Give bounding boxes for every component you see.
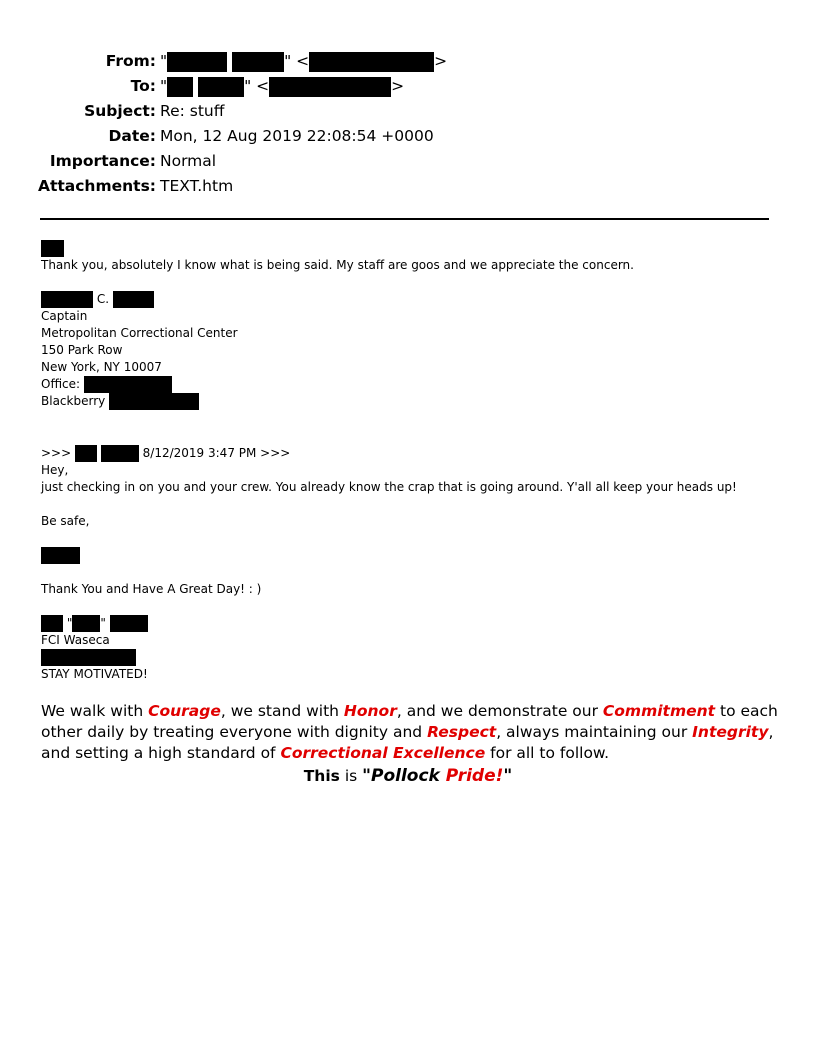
quoted-sig-name	[41, 615, 737, 632]
greeting-redacted	[41, 240, 634, 257]
quote-mark: "	[160, 77, 168, 95]
from-label: From:	[105, 52, 156, 70]
subject-value: Re: stuff	[160, 102, 225, 120]
subject-row	[0, 99, 816, 124]
importance-row	[0, 149, 816, 174]
redaction-bar	[167, 52, 227, 72]
pollock-pride-tagline	[0, 766, 816, 787]
quoted-message	[41, 445, 737, 683]
quoted-motivated: STAY MOTIVATED!	[41, 667, 148, 681]
redaction-bar	[167, 77, 193, 97]
signature-street: 150 Park Row	[41, 343, 123, 357]
blackberry-label: Blackberry	[41, 394, 106, 408]
quoted-timestamp: 8/12/2019 3:47 PM >>>	[142, 446, 291, 460]
date-row	[0, 124, 816, 149]
angle-close: >	[434, 52, 448, 70]
signature-name	[41, 291, 634, 308]
redaction-bar	[309, 52, 434, 72]
keyword-courage: Courage	[148, 702, 221, 720]
redaction-bar	[232, 52, 284, 72]
tagline-pride: Pride!	[445, 766, 504, 786]
quoted-sender-redacted	[41, 547, 737, 564]
signature-blackberry	[41, 393, 634, 410]
redaction-bar	[109, 393, 199, 410]
redaction-bar	[84, 376, 172, 393]
redaction-bar	[41, 615, 63, 632]
motto-text: , and setting a high standard of	[41, 723, 774, 762]
to-row	[0, 74, 816, 99]
redaction-bar	[41, 649, 136, 666]
office-label: Office:	[41, 377, 81, 391]
redaction-bar	[41, 291, 93, 308]
subject-label: Subject:	[84, 102, 156, 120]
attachments-label: Attachments:	[37, 177, 156, 195]
motto-text: to each other daily by treating everyone with dignity and	[41, 702, 778, 741]
redaction-bar	[198, 77, 244, 97]
quote-mark: "	[66, 616, 73, 630]
quoted-facility: FCI Waseca	[41, 633, 110, 647]
quoted-text: just checking in on you and your crew. You already know the crap that is going around. Y'all all keep your heads up!	[41, 480, 737, 494]
signature-org: Metropolitan Correctional Center	[41, 326, 238, 340]
attachments-row	[0, 174, 816, 199]
redaction-bar	[41, 240, 64, 257]
quoted-header	[41, 445, 737, 462]
redaction-bar	[101, 445, 139, 462]
tagline-is: is	[339, 767, 363, 785]
quote-mark: "	[244, 77, 252, 95]
from-row	[0, 49, 816, 74]
date-label: Date:	[108, 127, 156, 145]
signature-city: New York, NY 10007	[41, 360, 162, 374]
tagline-pollock: "Pollock	[362, 766, 446, 786]
keyword-integrity: Integrity	[692, 723, 769, 741]
quote-mark: "	[100, 616, 106, 630]
quoted-thanks: Thank You and Have A Great Day! : )	[41, 582, 262, 596]
importance-label: Importance:	[49, 152, 156, 170]
angle-close: >	[391, 77, 405, 95]
redaction-bar	[72, 615, 100, 632]
signature-office	[41, 376, 634, 393]
to-label: To:	[130, 77, 156, 95]
redaction-bar	[75, 445, 97, 462]
motto-text: for all to follow.	[485, 744, 610, 762]
date-value: Mon, 12 Aug 2019 22:08:54 +0000	[160, 127, 434, 145]
angle-open: <	[296, 52, 310, 70]
motto-text: , we stand with	[220, 702, 344, 720]
keyword-respect: Respect	[427, 723, 497, 741]
signature-initial: C.	[96, 292, 110, 306]
motto-paragraph	[41, 701, 781, 764]
header-divider	[40, 218, 769, 220]
redaction-bar	[110, 615, 148, 632]
keyword-correctional-excellence: Correctional Excellence	[280, 744, 486, 762]
redaction-bar	[113, 291, 154, 308]
angle-open: <	[256, 77, 270, 95]
tagline-close-quote: "	[503, 766, 513, 786]
quote-mark: "	[284, 52, 292, 70]
from-value	[160, 49, 447, 74]
motto-text: , and we demonstrate our	[396, 702, 603, 720]
motto-text: We walk with	[41, 702, 149, 720]
tagline-this: This	[303, 767, 340, 785]
signature-title: Captain	[41, 309, 88, 323]
quoted-sig-redacted	[41, 649, 737, 666]
motto-text: , always maintaining our	[496, 723, 693, 741]
attachment-link[interactable]: TEXT.htm	[160, 177, 234, 195]
quoted-closing: Be safe,	[41, 514, 90, 528]
keyword-honor: Honor	[343, 702, 397, 720]
reply-text: Thank you, absolutely I know what is being said. My staff are goos and we appreciate the concern.	[41, 258, 634, 272]
reply-body	[41, 240, 634, 410]
quote-prefix: >>>	[41, 446, 72, 460]
redaction-bar	[41, 547, 80, 564]
redaction-bar	[269, 77, 391, 97]
keyword-commitment: Commitment	[602, 702, 716, 720]
quote-mark: "	[160, 52, 168, 70]
quoted-greeting: Hey,	[41, 463, 69, 477]
to-value	[160, 74, 404, 99]
importance-value: Normal	[160, 152, 217, 170]
